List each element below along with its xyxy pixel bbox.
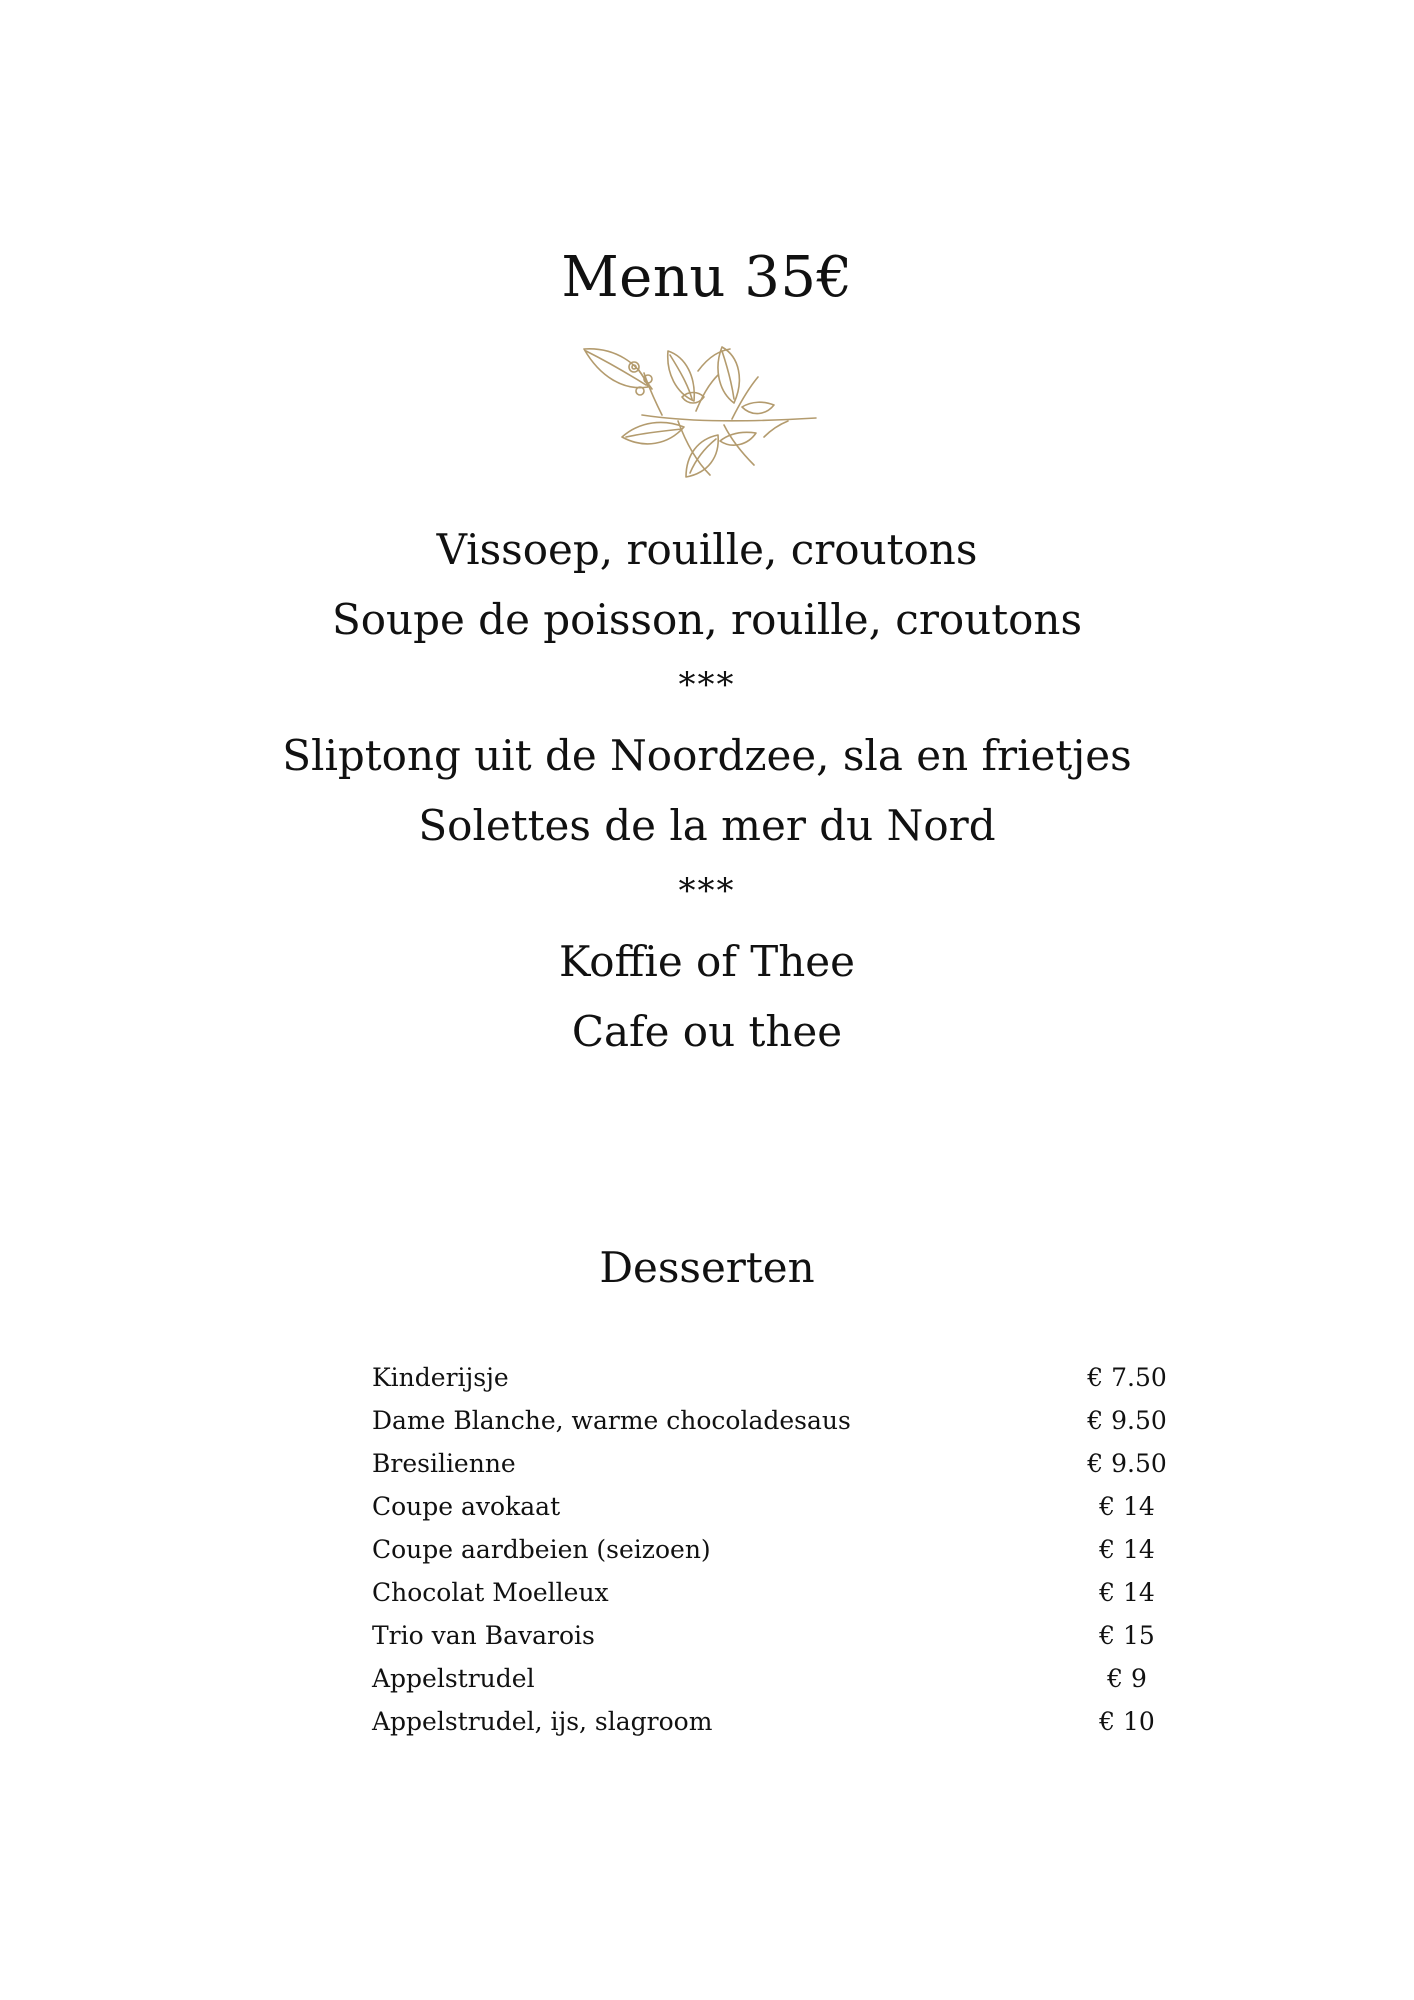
starter-dutch: Vissoep, rouille, croutons: [436, 525, 978, 574]
dessert-row: [372, 1614, 1172, 1657]
dessert-price: € 15: [1099, 1621, 1155, 1650]
dessert-price: € 7.50: [1087, 1363, 1167, 1392]
starter-french: Soupe de poisson, rouille, croutons: [331, 595, 1082, 644]
dessert-row: [372, 1485, 1172, 1528]
dessert-price: € 14: [1099, 1578, 1155, 1607]
dessert-name: Appelstrudel, ijs, slagroom: [372, 1707, 713, 1736]
dessert-price: € 10: [1099, 1707, 1155, 1736]
dessert-name: Coupe aardbeien (seizoen): [372, 1535, 711, 1564]
menu-title: Menu 35€: [561, 245, 853, 310]
dessert-price: € 14: [1099, 1492, 1155, 1521]
dessert-row: [372, 1399, 1172, 1442]
dessert-row: [372, 1700, 1172, 1743]
drink-dutch: Koffie of Thee: [559, 937, 855, 986]
dessert-price: € 14: [1099, 1535, 1155, 1564]
dessert-row: [372, 1356, 1172, 1399]
dessert-name: Trio van Bavarois: [372, 1621, 595, 1650]
dessert-name: Coupe avokaat: [372, 1492, 561, 1521]
menu-courses: [0, 515, 1414, 1067]
main-french: Solettes de la mer du Nord: [418, 801, 996, 850]
dessert-row: [372, 1571, 1172, 1614]
dessert-name: Appelstrudel: [372, 1664, 535, 1693]
dessert-name: Bresilienne: [372, 1449, 516, 1478]
dessert-list: [372, 1356, 1172, 1743]
dessert-row: [372, 1657, 1172, 1700]
dessert-name: Chocolat Moelleux: [372, 1578, 609, 1607]
dessert-name: Kinderijsje: [372, 1363, 509, 1392]
gold-leaf-branch-icon: [582, 345, 818, 485]
dessert-row: [372, 1528, 1172, 1571]
dessert-price: € 9.50: [1087, 1406, 1167, 1435]
dessert-price: € 9: [1107, 1664, 1147, 1693]
dessert-row: [372, 1442, 1172, 1485]
dessert-price: € 9.50: [1087, 1449, 1167, 1478]
desserts-heading: Desserten: [599, 1243, 815, 1292]
course-separator: ***: [678, 665, 736, 705]
drink-french: Cafe ou thee: [571, 1007, 843, 1056]
main-dutch: Sliptong uit de Noordzee, sla en frietjes: [282, 731, 1132, 780]
dessert-name: Dame Blanche, warme chocoladesaus: [372, 1406, 851, 1435]
course-separator: ***: [678, 871, 736, 911]
